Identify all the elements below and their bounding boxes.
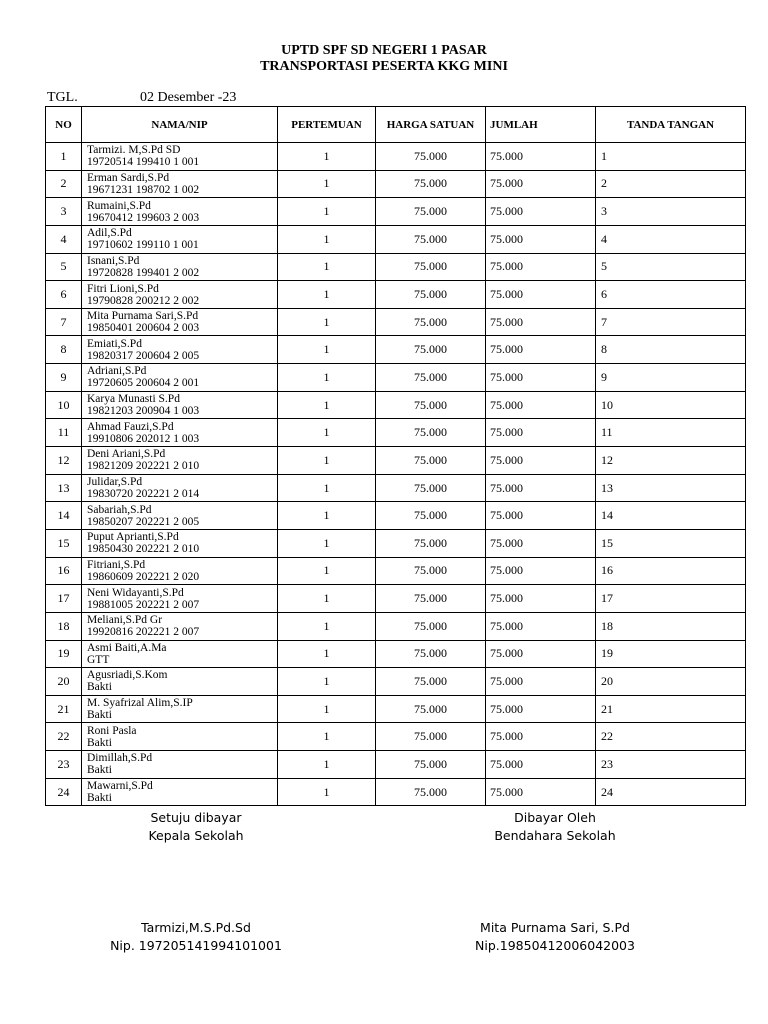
harga-cell: 75.000 (376, 364, 486, 392)
table-row (46, 308, 746, 336)
row-number: 9 (46, 364, 82, 392)
signature-cell: 24 (596, 778, 746, 806)
jumlah-cell: 75.000 (486, 668, 596, 696)
harga-cell: 75.000 (376, 281, 486, 309)
jumlah-cell: 75.000 (486, 502, 596, 530)
harga-cell: 75.000 (376, 585, 486, 613)
signature-cell: 1 (596, 143, 746, 171)
signature-cell: 2 (596, 170, 746, 198)
name-nip-cell (82, 225, 278, 253)
pertemuan-cell: 1 (278, 225, 376, 253)
participant-name: Roni Pasla (87, 724, 137, 737)
document-subtitle: TRANSPORTASI PESERTA KKG MINI (260, 59, 508, 74)
jumlah-cell: 75.000 (486, 557, 596, 585)
jumlah-cell: 75.000 (486, 695, 596, 723)
name-nip-cell (82, 143, 278, 171)
signature-cell: 19 (596, 640, 746, 668)
column-header-ttd: TANDA TANGAN (596, 107, 746, 143)
row-number: 3 (46, 198, 82, 226)
row-number: 8 (46, 336, 82, 364)
pertemuan-cell: 1 (278, 557, 376, 585)
signature-cell: 20 (596, 668, 746, 696)
name-nip-cell (82, 695, 278, 723)
signature-cell: 10 (596, 391, 746, 419)
participant-name: Adil,S.Pd (87, 227, 132, 240)
participant-nip: 19821203 200904 1 003 (87, 405, 200, 418)
jumlah-cell: 75.000 (486, 447, 596, 475)
table-row (46, 585, 746, 613)
pertemuan-cell: 1 (278, 778, 376, 806)
jumlah-cell: 75.000 (486, 253, 596, 281)
table-row (46, 198, 746, 226)
row-number: 12 (46, 447, 82, 475)
row-number: 1 (46, 143, 82, 171)
pertemuan-cell: 1 (278, 447, 376, 475)
pertemuan-cell: 1 (278, 364, 376, 392)
participant-name: Puput Aprianti,S.Pd (87, 531, 179, 544)
participant-nip: 19850401 200604 2 003 (87, 322, 200, 335)
jumlah-cell: 75.000 (486, 612, 596, 640)
signature-cell: 7 (596, 308, 746, 336)
participant-name: Asmi Baiti,A.Ma (87, 641, 167, 654)
harga-cell: 75.000 (376, 253, 486, 281)
participant-nip: 19830720 202221 2 014 (87, 488, 200, 500)
harga-cell: 75.000 (376, 419, 486, 447)
jumlah-cell: 75.000 (486, 225, 596, 253)
row-number: 2 (46, 170, 82, 198)
name-nip-cell (82, 198, 278, 226)
table-row (46, 529, 746, 557)
participant-name: Fitri Lioni,S.Pd (87, 282, 159, 295)
participant-nip: Bakti (87, 709, 112, 722)
participant-name: Erman Sardi,S.Pd (87, 171, 170, 184)
signature-cell: 9 (596, 364, 746, 392)
signature-cell: 5 (596, 253, 746, 281)
name-nip-cell (82, 585, 278, 613)
signature-cell: 12 (596, 447, 746, 475)
row-number: 24 (46, 778, 82, 806)
participant-name: Deni Ariani,S.Pd (87, 448, 166, 461)
row-number: 15 (46, 529, 82, 557)
participant-name: M. Syafrizal Alim,S.IP (87, 697, 193, 710)
jumlah-cell: 75.000 (486, 723, 596, 751)
jumlah-cell: 75.000 (486, 585, 596, 613)
participant-name: Fitriani,S.Pd (87, 558, 146, 571)
name-nip-cell (82, 419, 278, 447)
participant-nip: GTT (87, 653, 110, 666)
pertemuan-cell: 1 (278, 253, 376, 281)
harga-cell: 75.000 (376, 695, 486, 723)
pertemuan-cell: 1 (278, 336, 376, 364)
table-row (46, 225, 746, 253)
document-title: UPTD SPF SD NEGERI 1 PASAR (281, 43, 487, 58)
participant-nip: 19920816 202221 2 007 (87, 626, 200, 639)
name-nip-cell (82, 557, 278, 585)
signature-cell: 17 (596, 585, 746, 613)
jumlah-cell: 75.000 (486, 308, 596, 336)
harga-cell: 75.000 (376, 198, 486, 226)
name-nip-cell (82, 668, 278, 696)
column-header-no: NO (46, 107, 82, 143)
harga-cell: 75.000 (376, 529, 486, 557)
signature-cell: 6 (596, 281, 746, 309)
pertemuan-cell: 1 (278, 170, 376, 198)
row-number: 10 (46, 391, 82, 419)
row-number: 22 (46, 723, 82, 751)
row-number: 4 (46, 225, 82, 253)
pertemuan-cell: 1 (278, 640, 376, 668)
approver-nip: Nip. 197205141994101001 (110, 938, 282, 953)
participant-name: Karya Munasti S.Pd (87, 393, 180, 406)
participant-name: Neni Widayanti,S.Pd (87, 586, 184, 599)
harga-cell: 75.000 (376, 225, 486, 253)
row-number: 5 (46, 253, 82, 281)
row-number: 17 (46, 585, 82, 613)
payer-nip: Nip.19850412006042003 (475, 938, 635, 953)
signature-cell: 15 (596, 529, 746, 557)
participant-name: Dimillah,S.Pd (87, 752, 153, 765)
signature-cell: 3 (596, 198, 746, 226)
signature-cell: 11 (596, 419, 746, 447)
jumlah-cell: 75.000 (486, 419, 596, 447)
participant-name: Adriani,S.Pd (87, 365, 147, 378)
participant-name: Tarmizi. M,S.Pd SD (87, 144, 181, 157)
approval-caption: Setuju dibayar (150, 810, 242, 825)
participant-nip: 19850430 202221 2 010 (87, 543, 200, 556)
table-header-row (46, 107, 746, 143)
approval-block (86, 809, 306, 845)
signature-cell: 14 (596, 502, 746, 530)
row-number: 6 (46, 281, 82, 309)
signature-cell: 18 (596, 612, 746, 640)
harga-cell: 75.000 (376, 640, 486, 668)
jumlah-cell: 75.000 (486, 364, 596, 392)
harga-cell: 75.000 (376, 557, 486, 585)
name-nip-cell (82, 391, 278, 419)
participant-nip: 19850207 202221 2 005 (87, 515, 200, 528)
participant-nip: 19821209 202221 2 010 (87, 460, 200, 473)
participant-name: Meliani,S.Pd Gr (87, 614, 163, 627)
signature-cell: 4 (596, 225, 746, 253)
participant-name: Sabariah,S.Pd (87, 503, 152, 516)
table-row (46, 253, 746, 281)
table-row (46, 502, 746, 530)
name-nip-cell (82, 336, 278, 364)
harga-cell: 75.000 (376, 751, 486, 779)
jumlah-cell: 75.000 (486, 170, 596, 198)
row-number: 21 (46, 695, 82, 723)
participant-name: Ahmad Fauzi,S.Pd (87, 420, 174, 433)
participant-name: Rumaini,S.Pd (87, 199, 151, 212)
participant-nip: 19720828 199401 2 002 (87, 266, 200, 279)
name-nip-cell (82, 447, 278, 475)
name-nip-cell (82, 474, 278, 502)
name-nip-cell (82, 529, 278, 557)
harga-cell: 75.000 (376, 143, 486, 171)
participant-nip: 19790828 200212 2 002 (87, 294, 200, 307)
row-number: 23 (46, 751, 82, 779)
signature-cell: 8 (596, 336, 746, 364)
pertemuan-cell: 1 (278, 391, 376, 419)
column-header-harga: HARGA SATUAN (376, 107, 486, 143)
table-row (46, 695, 746, 723)
pertemuan-cell: 1 (278, 308, 376, 336)
jumlah-cell: 75.000 (486, 474, 596, 502)
jumlah-cell: 75.000 (486, 778, 596, 806)
participant-name: Mita Purnama Sari,S.Pd (87, 310, 199, 323)
harga-cell: 75.000 (376, 336, 486, 364)
harga-cell: 75.000 (376, 447, 486, 475)
pertemuan-cell: 1 (278, 502, 376, 530)
table-row (46, 281, 746, 309)
name-nip-cell (82, 364, 278, 392)
payer-role: Bendahara Sekolah (494, 828, 616, 843)
table-row (46, 723, 746, 751)
payer-name: Mita Purnama Sari, S.Pd (480, 920, 630, 935)
row-number: 16 (46, 557, 82, 585)
name-nip-cell (82, 253, 278, 281)
jumlah-cell: 75.000 (486, 751, 596, 779)
participant-nip: 19710602 199110 1 001 (87, 239, 199, 252)
signature-cell: 23 (596, 751, 746, 779)
participant-nip: 19910806 202012 1 003 (87, 432, 200, 445)
row-number: 20 (46, 668, 82, 696)
participant-nip: Bakti (87, 764, 112, 777)
participant-nip: Bakti (87, 792, 112, 805)
row-number: 18 (46, 612, 82, 640)
harga-cell: 75.000 (376, 308, 486, 336)
payer-caption: Dibayar Oleh (514, 810, 596, 825)
row-number: 13 (46, 474, 82, 502)
participant-nip: Bakti (87, 736, 112, 749)
date-label: TGL. (47, 90, 78, 105)
table-row (46, 364, 746, 392)
pertemuan-cell: 1 (278, 198, 376, 226)
table-row (46, 170, 746, 198)
harga-cell: 75.000 (376, 778, 486, 806)
row-number: 19 (46, 640, 82, 668)
column-header-pertemuan: PERTEMUAN (278, 107, 376, 143)
signature-cell: 21 (596, 695, 746, 723)
pertemuan-cell: 1 (278, 585, 376, 613)
participant-nip: 19670412 199603 2 003 (87, 211, 200, 224)
approver-name: Tarmizi,M.S.Pd.Sd (141, 920, 251, 935)
row-number: 11 (46, 419, 82, 447)
pertemuan-cell: 1 (278, 723, 376, 751)
table-row (46, 612, 746, 640)
jumlah-cell: 75.000 (486, 143, 596, 171)
jumlah-cell: 75.000 (486, 529, 596, 557)
row-number: 7 (46, 308, 82, 336)
signature-cell: 16 (596, 557, 746, 585)
harga-cell: 75.000 (376, 170, 486, 198)
participant-nip: Bakti (87, 681, 112, 694)
signature-cell: 13 (596, 474, 746, 502)
participant-nip: 19820317 200604 2 005 (87, 349, 200, 362)
pertemuan-cell: 1 (278, 612, 376, 640)
pertemuan-cell: 1 (278, 143, 376, 171)
harga-cell: 75.000 (376, 391, 486, 419)
table-row (46, 419, 746, 447)
name-nip-cell (82, 308, 278, 336)
participant-name: Mawarni,S.Pd (87, 780, 153, 793)
participant-name: Agusriadi,S.Kom (87, 669, 168, 682)
table-row (46, 778, 746, 806)
harga-cell: 75.000 (376, 668, 486, 696)
participant-name: Isnani,S.Pd (87, 254, 140, 267)
table-row (46, 447, 746, 475)
name-nip-cell (82, 502, 278, 530)
approval-role: Kepala Sekolah (148, 828, 244, 843)
participant-nip: 19720605 200604 2 001 (87, 377, 200, 390)
name-nip-cell (82, 281, 278, 309)
jumlah-cell: 75.000 (486, 198, 596, 226)
jumlah-cell: 75.000 (486, 336, 596, 364)
pertemuan-cell: 1 (278, 419, 376, 447)
participant-nip: 19881005 202221 2 007 (87, 598, 200, 611)
name-nip-cell (82, 640, 278, 668)
jumlah-cell: 75.000 (486, 391, 596, 419)
table-row (46, 557, 746, 585)
signature-cell: 22 (596, 723, 746, 751)
participant-table (45, 106, 746, 806)
harga-cell: 75.000 (376, 612, 486, 640)
approver-identity (86, 919, 306, 955)
row-number: 14 (46, 502, 82, 530)
participant-name: Emiati,S.Pd (87, 337, 142, 350)
name-nip-cell (82, 778, 278, 806)
harga-cell: 75.000 (376, 502, 486, 530)
pertemuan-cell: 1 (278, 668, 376, 696)
table-row (46, 751, 746, 779)
table-row (46, 668, 746, 696)
table-row (46, 336, 746, 364)
participant-nip: 19671231 198702 1 002 (87, 183, 200, 196)
pertemuan-cell: 1 (278, 529, 376, 557)
participant-name: Julidar,S.Pd (87, 476, 143, 488)
harga-cell: 75.000 (376, 474, 486, 502)
participant-nip: 19720514 199410 1 001 (87, 156, 200, 169)
payer-identity (445, 919, 665, 955)
pertemuan-cell: 1 (278, 751, 376, 779)
name-nip-cell (82, 170, 278, 198)
date-value: 02 Desember -23 (140, 90, 237, 105)
table-row (46, 640, 746, 668)
harga-cell: 75.000 (376, 723, 486, 751)
name-nip-cell (82, 612, 278, 640)
jumlah-cell: 75.000 (486, 281, 596, 309)
pertemuan-cell: 1 (278, 281, 376, 309)
table-row (46, 474, 746, 502)
participant-nip: 19860609 202221 2 020 (87, 570, 200, 583)
table-row (46, 391, 746, 419)
payer-block (445, 809, 665, 845)
column-header-jumlah: JUMLAH (486, 107, 596, 143)
name-nip-cell (82, 751, 278, 779)
pertemuan-cell: 1 (278, 474, 376, 502)
jumlah-cell: 75.000 (486, 640, 596, 668)
name-nip-cell (82, 723, 278, 751)
table-row (46, 143, 746, 171)
column-header-name: NAMA/NIP (82, 107, 278, 143)
pertemuan-cell: 1 (278, 695, 376, 723)
